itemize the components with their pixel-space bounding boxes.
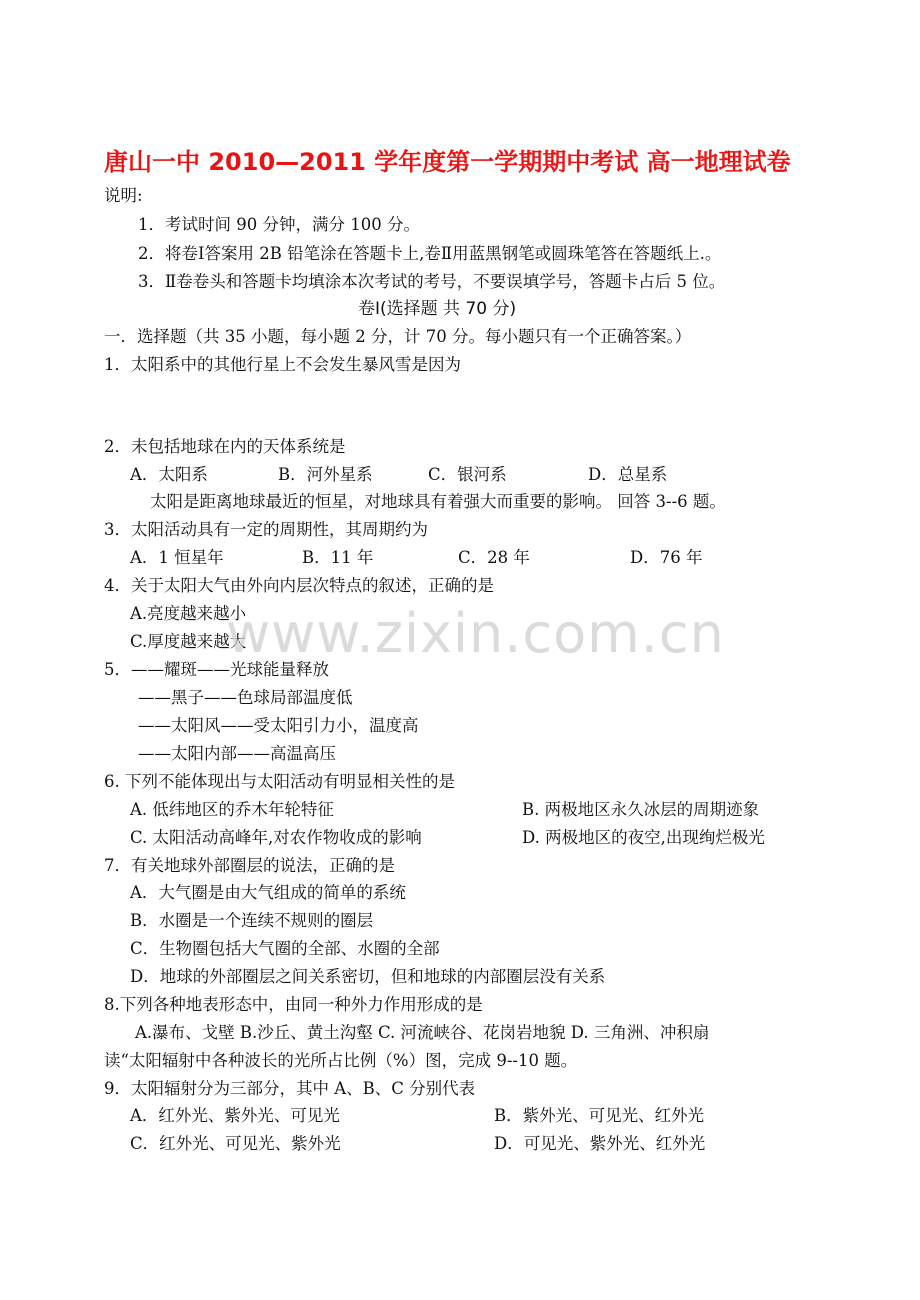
- text-line: 说明:: [104, 186, 143, 205]
- text-line: ——太阳内部——高温高压: [138, 744, 336, 763]
- text-line: D．76 年: [630, 548, 703, 567]
- text-line: 8.下列各种地表形态中，由同一种外力作用形成的是: [104, 995, 483, 1014]
- text-line: 7．有关地球外部圈层的说法，正确的是: [104, 856, 395, 875]
- page-title: 唐山一中 2010—2011 学年度第一学期期中考试 高一地理试卷: [104, 148, 791, 176]
- text-line: 4．关于太阳大气由外向内层次特点的叙述，正确的是: [104, 576, 494, 595]
- watermark: www.zixin.com.cn: [226, 602, 725, 665]
- text-line: B．水圈是一个连续不规则的圈层: [130, 911, 374, 930]
- text-line: 2．将卷Ⅰ答案用 2B 铅笔涂在答题卡上,卷Ⅱ用蓝黑钢笔或圆珠笔答在答题纸上.。: [138, 244, 722, 263]
- text-line: 2．未包括地球在内的天体系统是: [104, 437, 346, 456]
- text-line: D．可见光、紫外光、红外光: [494, 1134, 706, 1153]
- text-line: 3．Ⅱ卷卷头和答题卡均填涂本次考试的考号，不要误填学号，答题卡占后 5 位。: [138, 272, 726, 291]
- text-line: 5．——耀斑——光球能量释放: [104, 660, 329, 679]
- text-line: D．总星系: [588, 465, 668, 484]
- text-line: C．银河系: [428, 465, 507, 484]
- text-line: A.亮度越来越小: [130, 604, 247, 623]
- text-line: 3．太阳活动具有一定的周期性，其周期约为: [104, 520, 428, 539]
- text-line: B. 两极地区永久冰层的周期迹象: [522, 800, 760, 819]
- text-line: 9．太阳辐射分为三部分，其中 A、B、C 分别代表: [104, 1079, 476, 1098]
- text-line: ——太阳风——受太阳引力小，温度高: [138, 716, 419, 735]
- text-line: 1．考试时间 90 分钟，满分 100 分。: [138, 215, 420, 234]
- text-line: 太阳是距离地球最近的恒星，对地球具有着强大而重要的影响。 回答 3--6 题。: [150, 492, 726, 511]
- text-line: D．地球的外部圈层之间关系密切，但和地球的内部圈层没有关系: [130, 967, 606, 986]
- text-line: A．红外光、紫外光、可见光: [130, 1106, 340, 1125]
- text-line: C.厚度越来越大: [130, 632, 247, 651]
- text-line: C. 太阳活动高峰年,对农作物收成的影响: [130, 828, 422, 847]
- text-line: 6. 下列不能体现出与太阳活动有明显相关性的是: [104, 772, 455, 791]
- text-line: B．紫外光、可见光、红外光: [494, 1106, 705, 1125]
- text-line: A．1 恒星年: [130, 548, 224, 567]
- text-line: B．河外星系: [278, 465, 373, 484]
- text-line: 读“太阳辐射中各种波长的光所占比例（%）图，完成 9--10 题。: [104, 1051, 578, 1070]
- text-line: ——黑子——色球局部温度低: [138, 688, 353, 707]
- text-line: A．太阳系: [130, 465, 208, 484]
- text-line: C．红外光、可见光、紫外光: [130, 1134, 341, 1153]
- text-line: 1．太阳系中的其他行星上不会发生暴风雪是因为: [104, 355, 461, 374]
- text-line: C．28 年: [458, 548, 530, 567]
- text-line: B．11 年: [302, 548, 374, 567]
- text-line: A．大气圈是由大气组成的简单的系统: [130, 883, 406, 902]
- text-line: 一．选择题（共 35 小题，每小题 2 分，计 70 分。每小题只有一个正确答案。）: [104, 327, 692, 346]
- text-line: D. 两极地区的夜空,出现绚烂极光: [522, 828, 765, 847]
- text-line: A. 低纬地区的乔木年轮特征: [130, 800, 334, 819]
- text-line: C．生物圈包括大气圈的全部、水圈的全部: [130, 939, 440, 958]
- text-line: A.瀑布、戈壁 B.沙丘、黄土沟壑 C. 河流峡谷、花岗岩地貌 D. 三角洲、冲积扇: [135, 1023, 710, 1042]
- section-heading: 卷Ⅰ(选择题 共 70 分): [358, 299, 517, 319]
